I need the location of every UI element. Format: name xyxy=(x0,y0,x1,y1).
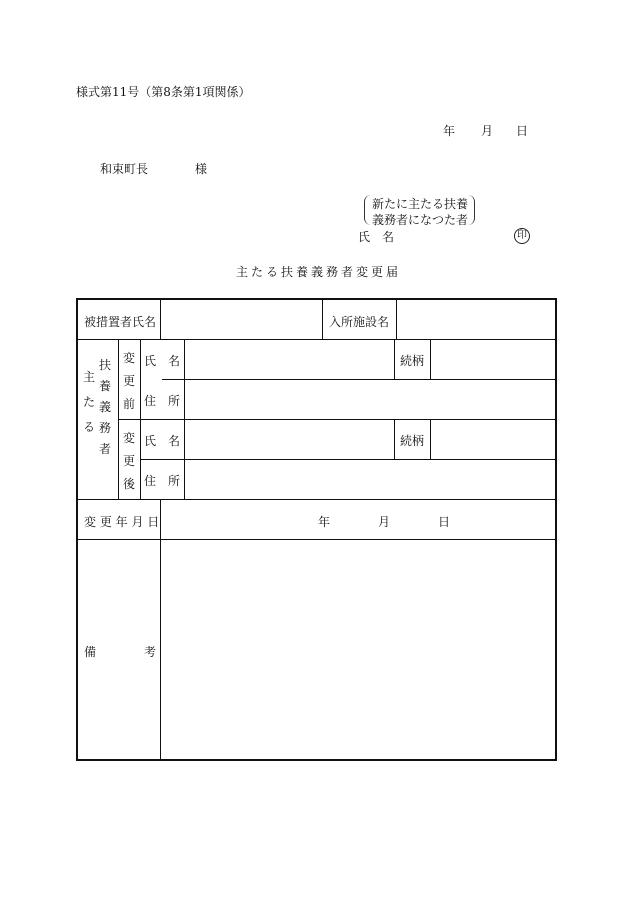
date-year: 年 xyxy=(443,124,456,138)
col-divider xyxy=(394,419,395,459)
form-number: 様式第11号（第8条第1項関係） xyxy=(76,85,251,99)
recipient: 和束町長 xyxy=(100,162,149,176)
col-divider xyxy=(430,419,431,459)
col-divider xyxy=(160,300,161,339)
after-relation-label: 続柄 xyxy=(400,434,425,448)
section-label-col1: 主 た る xyxy=(82,370,95,434)
remarks-label-2: 考 xyxy=(144,645,157,659)
col-divider xyxy=(140,339,141,499)
applicant-line1: 新たに主たる扶養 xyxy=(372,197,469,211)
col-divider xyxy=(430,339,431,379)
date-month: 月 xyxy=(481,124,494,138)
left-paren xyxy=(364,195,371,225)
insured-name-label: 被措置者氏名 xyxy=(84,315,157,329)
change-day: 日 xyxy=(438,515,451,529)
row-divider xyxy=(78,539,555,540)
honorific: 様 xyxy=(195,162,208,176)
row-divider xyxy=(78,339,555,340)
col-divider xyxy=(118,339,119,499)
document-title: 主たる扶養義務者変更届 xyxy=(236,265,402,279)
before-label: 変 更 前 xyxy=(122,351,135,411)
col-divider xyxy=(394,339,395,379)
applicant-line2: 義務者になつた者 xyxy=(372,213,469,227)
remarks-label-1: 備 xyxy=(84,645,97,659)
after-name-label: 氏 名 xyxy=(144,434,181,448)
before-address-label: 住 所 xyxy=(144,394,181,408)
after-label: 変 更 後 xyxy=(122,431,135,491)
col-divider xyxy=(184,339,185,499)
form-table xyxy=(76,298,557,761)
change-date-label: 変 更 年 月 日 xyxy=(84,515,160,529)
seal-icon: 印 xyxy=(514,228,530,244)
col-divider xyxy=(396,300,397,339)
date-day: 日 xyxy=(516,124,529,138)
after-address-label: 住 所 xyxy=(144,474,181,488)
row-divider xyxy=(140,459,555,460)
section-label-col2: 扶 養 義 務 者 xyxy=(98,358,111,456)
before-relation-label: 続柄 xyxy=(400,354,425,368)
row-divider xyxy=(78,499,555,500)
col-divider xyxy=(160,499,161,761)
row-divider xyxy=(162,379,555,380)
applicant-name-label: 氏 名 xyxy=(358,230,395,244)
before-name-label: 氏 名 xyxy=(144,354,181,368)
col-divider xyxy=(322,300,323,339)
facility-label: 入所施設名 xyxy=(329,315,390,329)
change-year: 年 xyxy=(318,515,331,529)
right-paren xyxy=(468,195,475,225)
change-month: 月 xyxy=(378,515,391,529)
